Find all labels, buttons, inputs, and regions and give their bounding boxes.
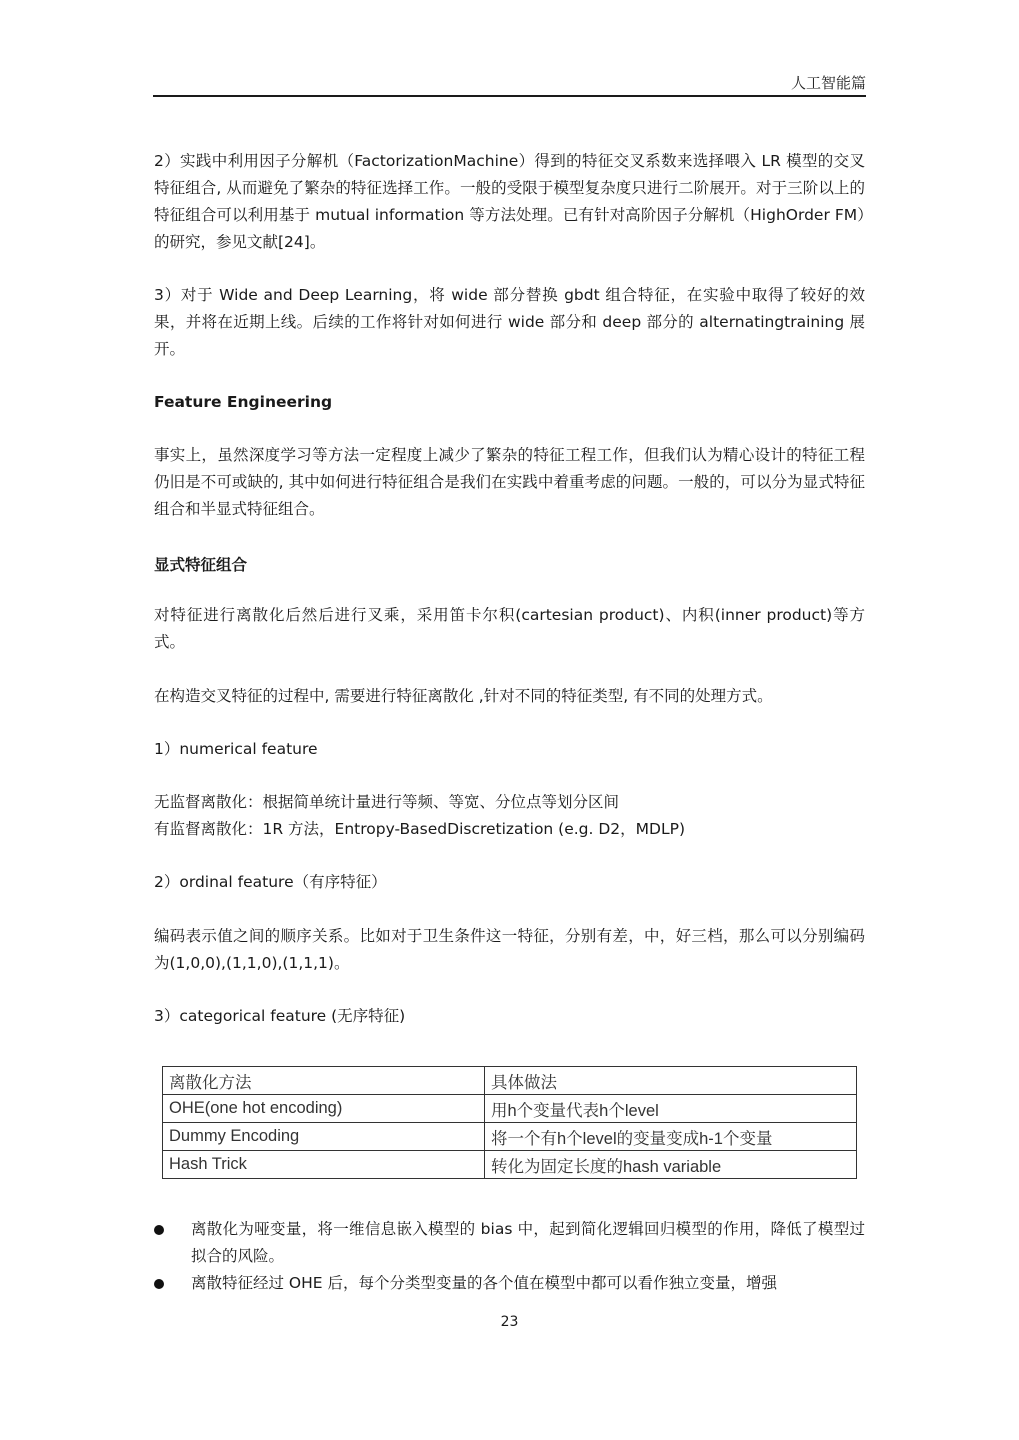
table-row (163, 1095, 857, 1123)
table-cell: 用h个变量代表h个level (485, 1095, 857, 1123)
table-header-cell: 具体做法 (485, 1067, 857, 1095)
paragraph-discretization: 对特征进行离散化后然后进行叉乘，采用笛卡尔积(cartesian product)、内积(inner product)等方式。 (154, 606, 865, 651)
paragraph-ordinal-encoding: 编码表示值之间的顺序关系。比如对于卫生条件这一特征，分别有差，中，好三档，那么可以分别编码为(1,0,0),(1,1,0),(1,1,1)。 (154, 927, 865, 972)
table-cell: Dummy Encoding (163, 1123, 485, 1151)
numerical-feature-heading: 1）numerical feature (154, 740, 318, 758)
table-header-cell: 离散化方法 (163, 1067, 485, 1095)
table-row (163, 1123, 857, 1151)
paragraph-wide-deep: 3）对于 Wide and Deep Learning，将 wide 部分替换 gbdt 组合特征，在实验中取得了较好的效果，并将在近期上线。后续的工作将针对如何进行 wide 部分和 deep 部分的 alternatingtraining 展开。 (154, 286, 865, 358)
paragraph-feature-engineering: 事实上，虽然深度学习等方法一定程度上减少了繁杂的特征工程工作，但我们认为精心设计的特征工程仍旧是不可或缺的, 其中如何进行特征组合是我们在实践中着重考虑的问题。一般的，可以分为显式特征组合和半显式特征组合。 (154, 446, 865, 518)
table-cell: Hash Trick (163, 1151, 485, 1179)
bullet-text: 离散化为哑变量，将一维信息嵌入模型的 bias 中，起到简化逻辑回归模型的作用，降低了模型过拟合的风险。 (191, 1220, 865, 1265)
heading-explicit-feature-combination: 显式特征组合 (154, 556, 248, 574)
table-cell: 将一个有h个level的变量变成h-1个变量 (485, 1123, 857, 1151)
ordinal-feature-heading: 2）ordinal feature（有序特征） (154, 873, 387, 891)
discretization-table (162, 1066, 857, 1179)
header-rule (153, 95, 866, 97)
bullet-item (154, 1216, 865, 1270)
table-cell: OHE(one hot encoding) (163, 1095, 485, 1123)
heading-feature-engineering: Feature Engineering (154, 393, 333, 411)
bullet-item (154, 1270, 865, 1297)
paragraph-fm: 2）实践中利用因子分解机（FactorizationMachine）得到的特征交叉系数来选择喂入 LR 模型的交叉特征组合, 从而避免了繁杂的特征选择工作。一般的受限于模型复杂度只进行二阶展开。对于三阶以上的特征组合可以利用基于 mutual information 等方法处理。已有针对高阶因子分解机（HighOrder FM）的研究，参见文献[24]。 (154, 152, 865, 251)
running-header: 人工智能篇 (790, 74, 866, 92)
unsupervised-discretization: 无监督离散化：根据简单统计量进行等频、等宽、分位点等划分区间 (154, 793, 620, 811)
bullet-dot-icon (154, 1279, 164, 1289)
paragraph-cross-features: 在构造交叉特征的过程中, 需要进行特征离散化 ,针对不同的特征类型, 有不同的处理方式。 (154, 687, 773, 705)
bullet-text: 离散特征经过 OHE 后，每个分类型变量的各个值在模型中都可以看作独立变量，增强 (191, 1274, 778, 1292)
page-number: 23 (500, 1314, 519, 1330)
table-header-row (163, 1067, 857, 1095)
supervised-discretization: 有监督离散化：1R 方法，Entropy-BasedDiscretization (e.g. D2，MDLP) (154, 820, 686, 838)
bullet-dot-icon (154, 1225, 164, 1235)
table-row (163, 1151, 857, 1179)
categorical-feature-heading: 3）categorical feature (无序特征) (154, 1007, 406, 1025)
table-cell: 转化为固定长度的hash variable (485, 1151, 857, 1179)
